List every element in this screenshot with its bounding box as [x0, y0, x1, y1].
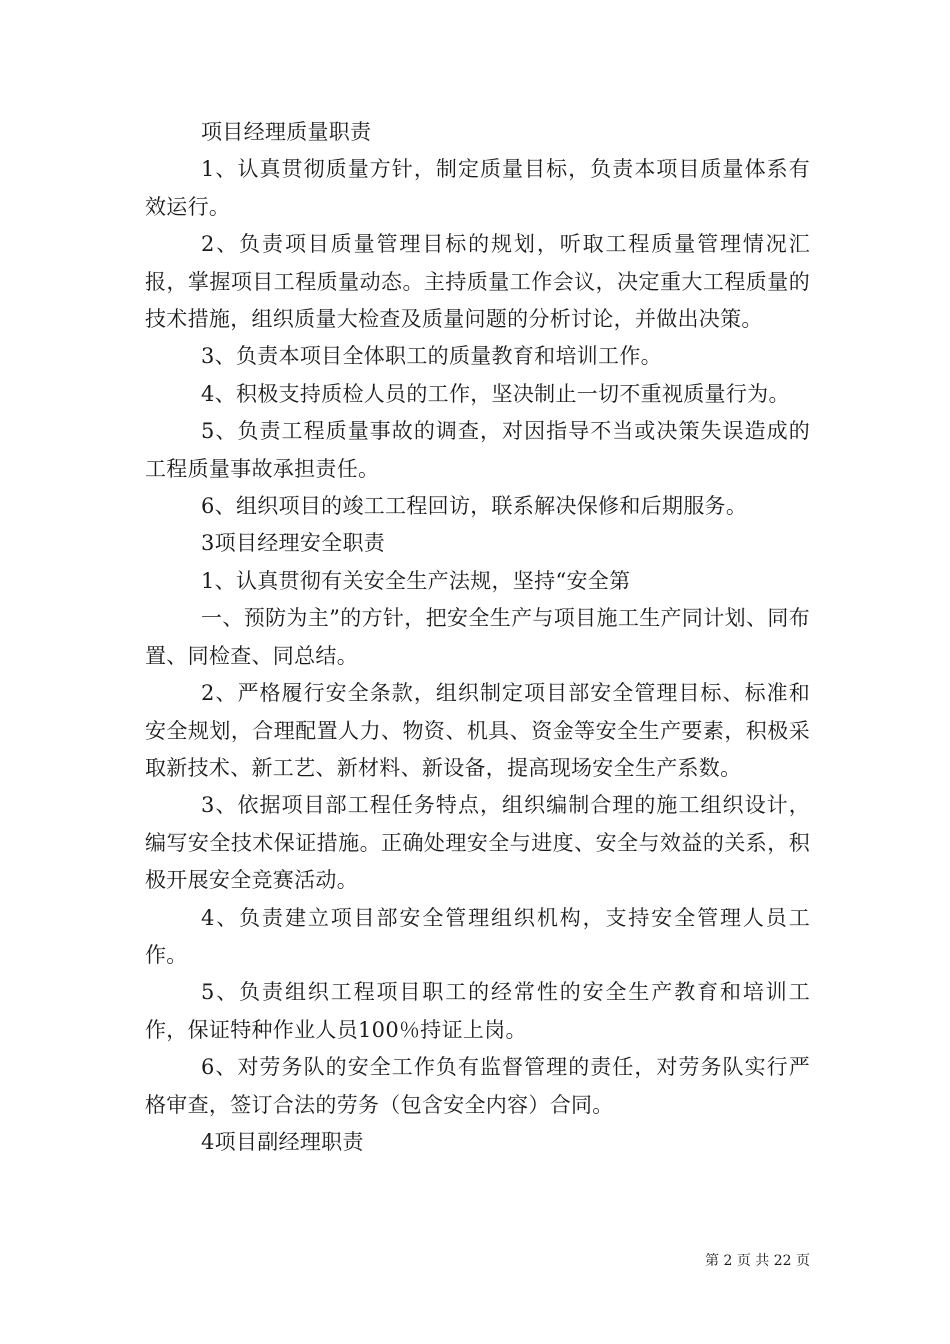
section-heading-deputy: 4项目副经理职责 [201, 1129, 364, 1154]
paragraph: 1、认真贯彻质量方针，制定质量目标，负责本项目质量体系有效运行。 [145, 157, 810, 219]
paragraph: 4、积极支持质检人员的工作，坚决制止一切不重视质量行为。 [201, 381, 790, 406]
paragraph: 4、负责建立项目部安全管理组织机构，支持安全管理人员工作。 [145, 905, 810, 967]
paragraph: 一、预防为主”的方针，把安全生产与项目施工生产同计划、同布置、同检查、同总结。 [145, 606, 810, 668]
page-number: 第 2 页 共 22 页 [705, 1253, 810, 1269]
paragraph: 2、负责项目质量管理目标的规划，听取工程质量管理情况汇报，掌握项目工程质量动态。主持质量工作会议，决定重大工程质量的技术措施，组织质量大检查及质量问题的分析讨论，并做出决策。 [145, 232, 810, 332]
paragraph: 5、负责组织工程项目职工的经常性的安全生产教育和培训工作，保证特种作业人员100％持证上岗。 [145, 980, 810, 1042]
section-heading-quality: 项目经理质量职责 [201, 120, 372, 144]
paragraph: 5、负责工程质量事故的调查，对因指导不当或决策失误造成的工程质量事故承担责任。 [145, 419, 810, 481]
paragraph: 6、对劳务队的安全工作负有监督管理的责任，对劳务队实行严格审查，签订合法的劳务（包含安全内容）合同。 [145, 1055, 810, 1117]
paragraph: 1、认真贯彻有关安全生产法规，坚持“安全第 [201, 568, 631, 593]
paragraph: 2、严格履行安全条款，组织制定项目部安全管理目标、标准和安全规划，合理配置人力、物资、机具、资金等安全生产要素，积极采取新技术、新工艺、新材料、新设备，提高现场安全生产系数。 [145, 681, 810, 780]
document-body [145, 114, 810, 1161]
paragraph: 3、依据项目部工程任务特点，组织编制合理的施工组织设计，编写安全技术保证措施。正确处理安全与进度、安全与效益的关系，积极开展安全竞赛活动。 [145, 793, 810, 893]
section-heading-safety: 3项目经理安全职责 [201, 531, 386, 556]
paragraph: 6、组织项目的竣工工程回访，联系解决保修和后期服务。 [201, 494, 748, 519]
paragraph: 3、负责本项目全体职工的质量教育和培训工作。 [201, 344, 662, 369]
